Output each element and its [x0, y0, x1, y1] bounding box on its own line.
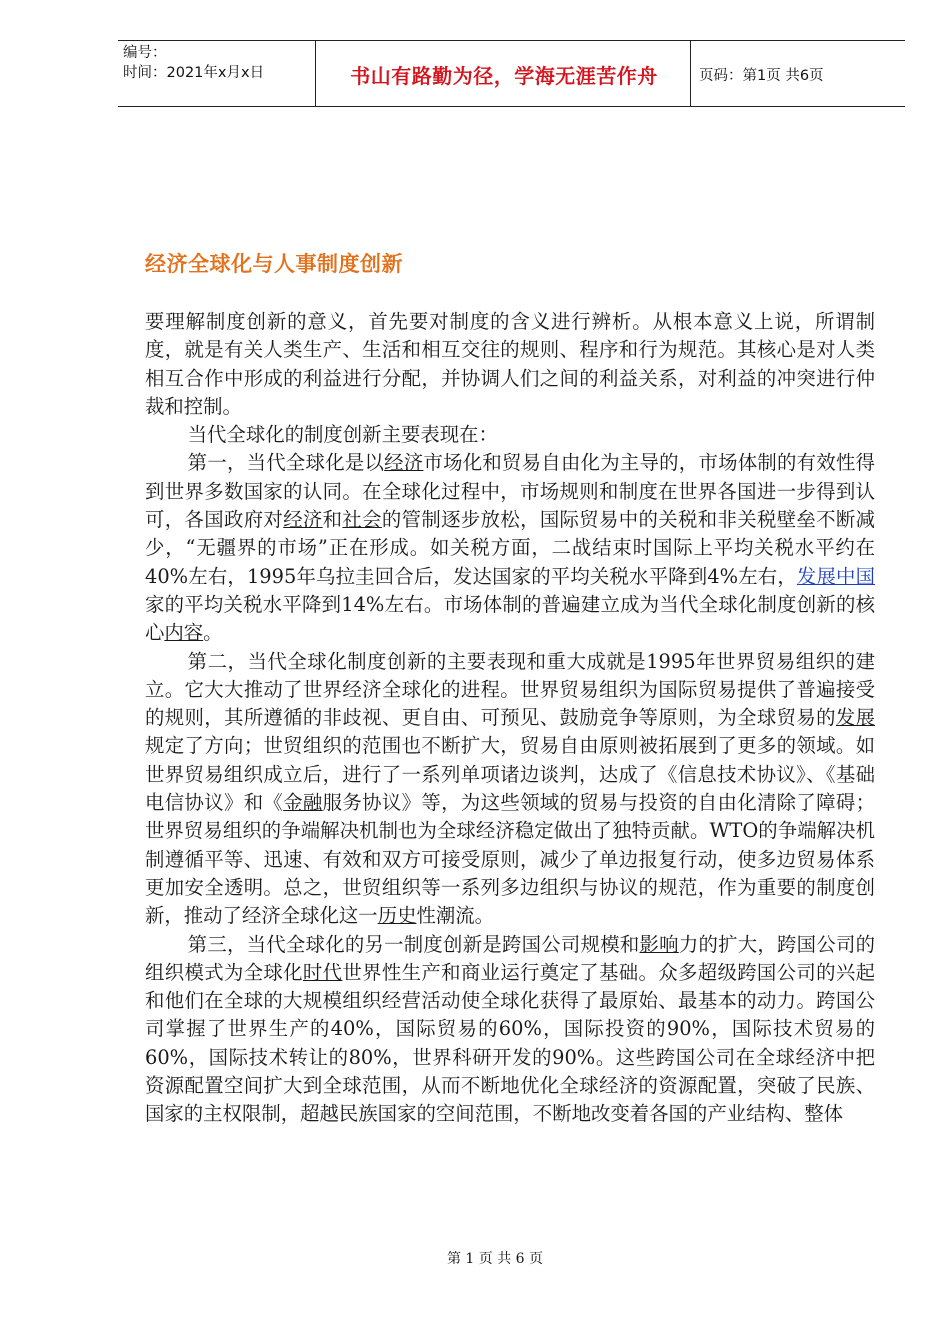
paragraph: 第三，当代全球化的另一制度创新是跨国公司规模和影响力的扩大，跨国公司的组织模式为全球化时代世界性生产和商业运行奠定了基础。众多超级跨国公司的兴起和他们在全球的大规模组织经营活动使全球化获得了最原始、最基本的动力。跨国公司掌握了世界生产的40%，国际贸易的60%，国际投资的90%，国际技术贸易的60%，国际技术转让的80%，世界科研开发的90%。这些跨国公司在全球经济中把资源配置空间扩大到全球范围，从而不断地优化全球经济的资源配置，突破了民族、国家的主权限制，超越民族国家的空间范围，不断地改变着各国的产业结构、整体 — [145, 932, 876, 1126]
underlined-term[interactable]: 社会 — [342, 508, 382, 532]
header-bottom-rule — [118, 106, 905, 107]
header-top-rule — [118, 40, 905, 41]
underlined-term[interactable]: 内容 — [164, 621, 204, 645]
paragraph: 第二，当代全球化制度创新的主要表现和重大成就是1995年世界贸易组织的建立。它大大推动了世界经济全球化的进程。世界贸易组织为国际贸易提供了普遍接受的规则，其所遵循的非歧视、更自由、可预见、鼓励竞争等原则，为全球贸易的发展规定了方向；世贸组织的范围也不断扩大，贸易自由原则被拓展到了更多的领域。如世界贸易组织成立后，进行了一系列单项诸边谈判，达成了《信息技术协议》、《基础电信协议》和《金融服务协议》等，为这些领域的贸易与投资的自由化清除了障碍；世界贸易组织的争端解决机制也为全球经济稳定做出了独特贡献。WTO的争端解决机制遵循平等、迅速、有效和双方可接受原则，减少了单边报复行动，使多边贸易体系更加安全透明。总之，世贸组织等一系列多边组织与协议的规范，作为重要的制度创新，推动了经济全球化这一历史性潮流。 — [145, 649, 876, 928]
header-divider — [690, 40, 691, 106]
underlined-term[interactable]: 历史 — [377, 904, 417, 928]
document-date: 时间：2021年x月x日 — [123, 65, 265, 81]
underlined-term[interactable]: 影响 — [639, 932, 679, 956]
paragraph: 第一，当代全球化是以经济市场化和贸易自由化为主导的，市场体制的有效性得到世界多数国家的认同。在全球化过程中，市场规则和制度在世界各国进一步得到认可，各国政府对经济和社会的管制逐步放松，国际贸易中的关税和非关税壁垒不断减少，“无疆界的市场”正在形成。如关税方面，二战结束时国际上平均关税水平约在40%左右，1995年乌拉圭回合后，发达国家的平均关税水平降到4%左右，发展中国家的平均关税水平降到14%左右。市场体制的普遍建立成为当代全球化制度创新的核心内容。 — [145, 451, 876, 645]
article-title: 经济全球化与人事制度创新 — [145, 252, 403, 276]
page-header — [118, 40, 905, 106]
header-motto: 书山有路勤为径，学海无涯苦作舟 — [350, 64, 658, 88]
underlined-term[interactable]: 时代 — [302, 960, 343, 984]
page-footer: 第 1 页 共 6 页 — [446, 1251, 544, 1267]
paragraph: 当代全球化的制度创新主要表现在： — [187, 423, 498, 447]
underlined-term[interactable]: 金融 — [283, 791, 323, 815]
hyperlink[interactable]: 发展中国 — [796, 564, 875, 588]
header-divider — [315, 40, 316, 106]
paragraph: 要理解制度创新的意义，首先要对制度的含义进行辨析。从根本意义上说，所谓制度，就是有关人类生产、生活和相互交往的规则、程序和行为规范。其核心是对人类相互合作中形成的利益进行分配，并协调人们之间的利益关系，对利益的冲突进行仲裁和控制。 — [145, 310, 875, 418]
underlined-term[interactable]: 发展 — [835, 706, 876, 730]
header-page-info: 页码：第1页 共6页 — [699, 68, 824, 84]
header-meta — [123, 43, 264, 83]
article-body — [145, 308, 875, 1129]
document-number: 编号： — [123, 45, 167, 61]
underlined-term[interactable]: 经济 — [384, 451, 424, 475]
underlined-term[interactable]: 经济 — [283, 508, 323, 532]
